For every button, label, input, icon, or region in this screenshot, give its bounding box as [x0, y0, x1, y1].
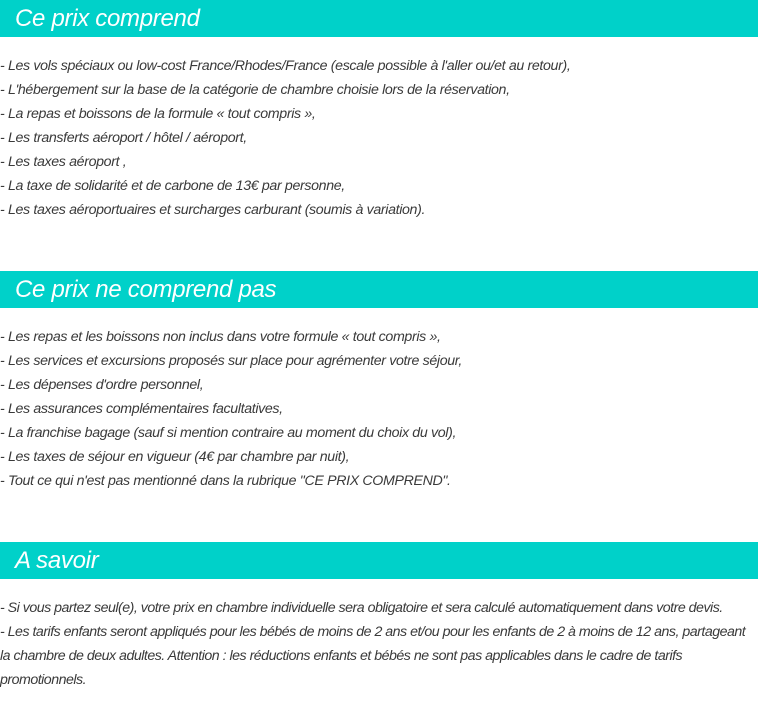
section-ce-prix-ne-comprend-pas: [0, 271, 758, 493]
list-item: - La repas et boissons de la formule « tout compris »,: [0, 106, 316, 122]
list-item: - Tout ce qui n'est pas mentionné dans la rubrique "CE PRIX COMPREND".: [0, 473, 451, 489]
list-item: - La franchise bagage (sauf si mention contraire au moment du choix du vol),: [0, 425, 457, 441]
included-list: [0, 54, 758, 222]
list-item: - Les vols spéciaux ou low-cost France/Rhodes/France (escale possible à l'aller ou/et au retour),: [0, 58, 571, 74]
list-item: - Les assurances complémentaires facultatives,: [0, 401, 283, 417]
list-item: - Les dépenses d'ordre personnel,: [0, 377, 204, 393]
section-heading: A savoir: [0, 542, 758, 579]
list-item: - Les taxes aéroport ,: [0, 154, 127, 170]
list-item: - L'hébergement sur la base de la catégorie de chambre choisie lors de la réservation,: [0, 82, 510, 98]
section-heading: Ce prix ne comprend pas: [0, 271, 758, 308]
list-item: - Les services et excursions proposés sur place pour agrémenter votre séjour,: [0, 353, 462, 369]
excluded-list: [0, 325, 758, 493]
list-item: - La taxe de solidarité et de carbone de 13€ par personne,: [0, 178, 345, 194]
list-item: - Les taxes aéroportuaires et surcharges carburant (soumis à variation).: [0, 202, 426, 218]
section-ce-prix-comprend: [0, 0, 758, 222]
notes: [0, 596, 758, 692]
note-paragraph: - Si vous partez seul(e), votre prix en chambre individuelle sera obligatoire et sera calculé automatiquement dans votre devis.: [0, 600, 723, 616]
section-a-savoir: [0, 542, 758, 692]
list-item: - Les taxes de séjour en vigueur (4€ par chambre par nuit),: [0, 449, 350, 465]
note-paragraph: - Les tarifs enfants seront appliqués pour les bébés de moins de 2 ans et/ou pour les enfants de 2 à moins de 12 ans, partageant la chambre de deux adultes. Attention : les réductions enfants et bébés ne sont pas applicables dans le cadre de tarifs promotionnels.: [0, 624, 746, 688]
section-heading: Ce prix comprend: [0, 0, 758, 37]
list-item: - Les transferts aéroport / hôtel / aéroport,: [0, 130, 247, 146]
list-item: - Les repas et les boissons non inclus dans votre formule « tout compris »,: [0, 329, 441, 345]
